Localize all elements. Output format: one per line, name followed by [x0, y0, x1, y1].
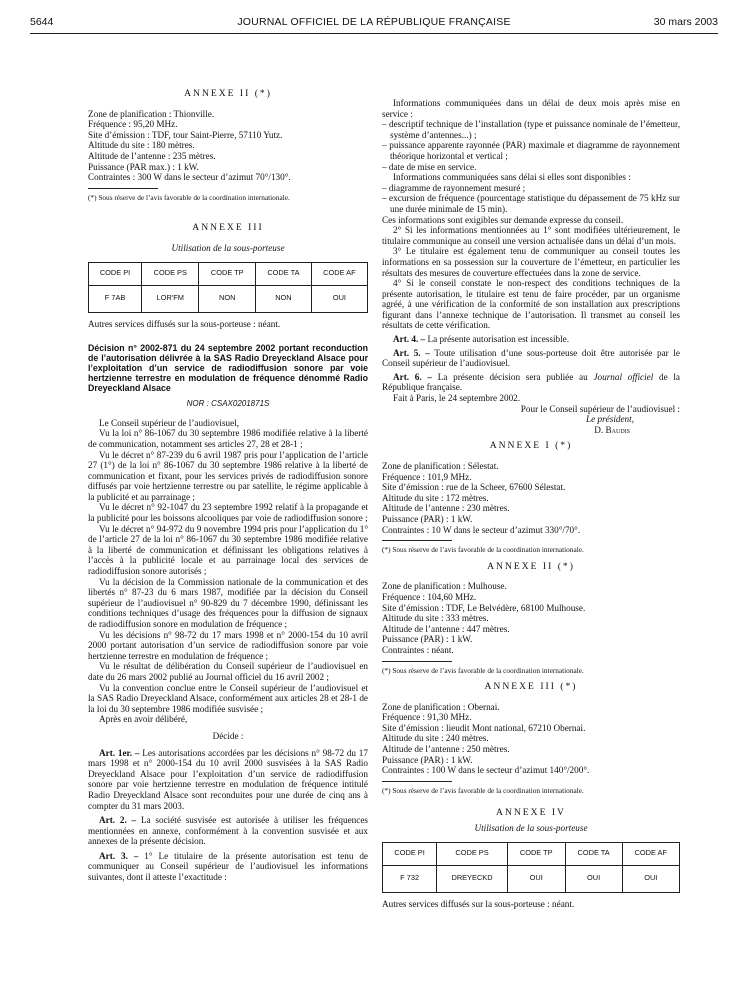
paragraph: Vu la décision de la Commission nationale de la communication et des libertés n° 87-23 du 6 mars 1987, modifiée par la décision du Conseil supérieur de l’audiovisuel n° 90-829 du 7 décembre 1990, définissant les conditions techniques d’usage des fréquences pour la diffusion de signaux de radiodiffusion sonore en modulation de fréquence ; [88, 576, 368, 629]
signature-line: Pour le Conseil supérieur de l’audiovisuel : [520, 403, 680, 414]
table-cell: F 732 [383, 865, 437, 892]
article-2 [88, 815, 368, 847]
nor-reference: NOR : CSAX0201871S [186, 399, 270, 409]
left-column [88, 89, 368, 883]
table-row [89, 285, 368, 312]
annex-details [382, 581, 680, 655]
article-5 [382, 348, 680, 369]
table-header-cell: CODE PS [437, 842, 508, 865]
paragraph: Vu le résultat de délibération du Conseil supérieur de l’audiovisuel en date du 26 mars 2002 publié au Journal officiel du 16 avril 2002 ; [88, 661, 368, 682]
detail-line: Altitude de l’antenne : 235 mètres. [88, 150, 216, 161]
detail-line: Altitude du site : 240 mètres. [382, 733, 489, 744]
annex-details [88, 109, 368, 183]
subcarrier-table [88, 262, 368, 313]
table-header-cell: CODE TP [507, 842, 565, 865]
detail-line: Contraintes : 300 W dans le secteur d’azimut 70°/130°. [88, 172, 291, 183]
table-header-cell: CODE PS [142, 262, 199, 285]
annex-title: ANNEXE III [192, 222, 264, 234]
article-text: La présente décision sera publiée au [437, 371, 594, 382]
paragraph: Informations communiquées dans un délai de deux mois après mise en service : [382, 98, 680, 119]
article-3 [88, 851, 368, 883]
paragraph: Vu le décret n° 92-1047 du 23 septembre 1992 relatif à la propagande et la publicité pour les boissons alcooliques par voie de radiodiffusion sonore ; [88, 502, 368, 524]
detail-line: Altitude de l’antenne : 447 mètres. [382, 623, 510, 634]
subcarrier-note: Autres services diffusés sur la sous-porteuse : néant. [382, 898, 575, 909]
detail-line: Zone de planification : Thionville. [88, 108, 215, 119]
journal-name: Journal officiel [593, 371, 654, 382]
table-header-cell: CODE TA [565, 842, 622, 865]
annex-title: ANNEXE III (*) [484, 681, 578, 693]
article-label: Art. 5. – [393, 347, 430, 358]
subcarrier-note: Autres services diffusés sur la sous-porteuse : néant. [88, 318, 281, 329]
decision-title: Décision n° 2002-871 du 24 septembre 2002 portant reconduction de l’autorisation délivrée à la SAS Radio Dreyeckland Alsace pour l’exploitation d’un service de radiodiffusion sonore par voie hertzienne terrestre en modulation de fréquence dénommé Radio Dreyeckland Alsace [88, 343, 368, 394]
article-label: Art. 1er. – [99, 747, 140, 758]
table-header-cell: CODE PI [383, 842, 437, 865]
table-header-cell: CODE AF [311, 262, 367, 285]
detail-line: Fréquence : 101,9 MHz. [382, 471, 472, 482]
table-header-cell: CODE TP [199, 262, 256, 285]
article-label: Art. 4. – [393, 334, 426, 345]
detail-line: Puissance (PAR) : 1 kW. [382, 634, 473, 645]
decide-heading: Décide : [212, 730, 244, 741]
table-header-row [383, 842, 680, 865]
table-cell: OUI [622, 865, 679, 892]
signature-title: Le président, [586, 414, 634, 425]
paragraph: Le Conseil supérieur de l’audiovisuel, [99, 417, 240, 428]
article-text: La société susvisée est autorisée à utiliser les fréquences mentionnées en annexe, conformément à la convention susvisée et aux annexes de la présente décision. [88, 815, 369, 847]
annex-title: ANNEXE II (*) [487, 560, 575, 572]
table-row [383, 865, 680, 892]
paragraph: Vu le décret n° 87-239 du 6 avril 1987 pris pour l’application de l’article 27 (1°) de la loi n° 86-1067 du 30 septembre 1986 relative à la liberté de communication et fixant, pour les services privés de radiodiffusion sonore diffusés par voie hertzienne terrestre ou par satellite, le régime applicable à la publicité et au parrainage ; [88, 449, 368, 502]
annex-subtitle: Utilisation de la sous-porteuse [171, 242, 285, 253]
detail-line: Fréquence : 91,30 MHz. [382, 712, 472, 723]
signing-place-date: Fait à Paris, le 24 septembre 2002. [393, 393, 521, 404]
header-rule [30, 33, 718, 34]
detail-line: Puissance (PAR) : 1 kW. [382, 754, 473, 765]
detail-line: Altitude de l’antenne : 230 mètres. [382, 503, 510, 514]
detail-line: Puissance (PAR max.) : 1 kW. [88, 161, 199, 172]
detail-line: Fréquence : 95,20 MHz. [88, 119, 178, 130]
table-header-cell: CODE AF [622, 842, 679, 865]
footnote-separator [382, 540, 452, 541]
page-number: 5644 [30, 16, 54, 28]
detail-line: Fréquence : 104,60 MHz. [382, 591, 477, 602]
detail-line: Altitude de l’antenne : 250 mètres. [382, 744, 510, 755]
paragraph: Ces informations sont exigibles sur demande expresse du conseil. [382, 214, 624, 225]
list-item: – descriptif technique de l’installation (type et puissance nominale de l’émetteur, système d’antennes...) ; [382, 119, 680, 140]
detail-line: Site d’émission : lieudit Mont national, 67210 Obernai. [382, 722, 586, 733]
table-cell: F 7AB [89, 285, 142, 312]
table-cell: NON [256, 285, 312, 312]
footnote: (*) Sous réserve de l’avis favorable de la coordination internationale. [88, 192, 290, 202]
paragraph: Vu la convention conclue entre le Conseil supérieur de l’audiovisuel et la SAS Radio Dreyeckland Alsace, conformément aux articles 28 et 28-1 de la loi du 30 septembre 1986 modifiée susvisée ; [88, 682, 368, 714]
footnote-separator [382, 661, 452, 662]
paragraph: Vu les décisions n° 98-72 du 17 mars 1998 et n° 2000-154 du 10 avril 2000 portant autorisation d’un service de radiodiffusion sonore par voie hertzienne terrestre en modulation de fréquence ; [88, 629, 368, 661]
paragraph: Vu le décret n° 94-972 du 9 novembre 1994 pris pour l’application du 1° de l’article 27 de la loi n° 86-1067 du 30 septembre 1986 modifiée relative à la liberté de communication et définissant les obligations relatives à l’accès à la publicité locale et au parrainage local des services de radiodiffusion sonore autorisés ; [88, 523, 368, 577]
detail-line: Contraintes : 10 W dans le secteur d’azimut 330°/70°. [382, 524, 581, 535]
detail-line: Site d’émission : TDF, Le Belvédère, 68100 Mulhouse. [382, 602, 586, 613]
annex-title: ANNEXE I (*) [489, 440, 573, 452]
list-item: – puissance apparente rayonnée (PAR) maximale et diagramme de rayonnement théorique horizontal et vertical ; [382, 140, 680, 161]
detail-line: Altitude du site : 333 mètres. [382, 613, 489, 624]
detail-line: Site d’émission : TDF, tour Saint-Pierre, 57110 Yutz. [88, 129, 283, 140]
article-label: Art. 6. – [393, 371, 432, 382]
table-cell: OUI [565, 865, 622, 892]
article-6 [382, 372, 680, 393]
detail-line: Zone de planification : Sélestat. [382, 461, 499, 471]
table-cell: OUI [507, 865, 565, 892]
footnote-separator [88, 188, 158, 189]
footnote-separator [382, 781, 452, 782]
table-cell: NON [199, 285, 256, 312]
decision-body [88, 418, 368, 883]
detail-line: Altitude du site : 180 mètres. [88, 140, 195, 151]
subcarrier-table [382, 842, 680, 893]
article-text: de la République française. [382, 371, 681, 393]
signatory-name: D. Baudis [594, 424, 630, 435]
annex-details [382, 702, 680, 776]
issue-date: 30 mars 2003 [653, 16, 718, 28]
footnote: (*) Sous réserve de l’avis favorable de la coordination internationale. [382, 665, 584, 675]
paragraph: Vu la loi n° 86-1067 du 30 septembre 1986 modifiée relative à la liberté de communication, notamment ses articles 27, 28 et 28-1 ; [88, 428, 368, 449]
detail-line: Contraintes : néant. [382, 644, 454, 655]
table-cell: LOR'FM [142, 285, 199, 312]
table-header-row [89, 262, 368, 285]
list-item: – excursion de fréquence (pourcentage statistique du dépassement de 75 kHz sur une durée minimale de 15 min). [382, 193, 680, 214]
article-4 [382, 334, 680, 345]
signature-block [382, 404, 680, 436]
paragraph: 2° Si les informations mentionnées au 1° sont modifiées ultérieurement, le titulaire communique au conseil une version actualisée dans un délai d’un mois. [382, 225, 680, 246]
detail-line: Zone de planification : Obernai. [382, 701, 500, 712]
detail-line: Altitude du site : 172 mètres. [382, 492, 489, 503]
paragraph: 4° Si le conseil constate le non-respect des conditions techniques de la présente autorisation, le titulaire est tenu de faire procéder, par un organisme agréé, à une vérification de la conformité de son installation aux prescriptions figurant dans l’annexe technique de l’autorisation. Il transmet au conseil les résultats de cette vérification. [382, 278, 680, 331]
annex-details [382, 461, 680, 535]
paragraph: Informations communiquées sans délai si elles sont disponibles : [393, 172, 631, 183]
detail-line: Puissance (PAR) : 1 kW. [382, 513, 473, 524]
paragraph: 3° Le titulaire est également tenu de communiquer au conseil toutes les informations en sa possession sur la couverture de l’émetteur, en particulier les résultats des mesures de couverture effectuées dans la zone de service. [382, 246, 680, 278]
footnote: (*) Sous réserve de l’avis favorable de la coordination internationale. [382, 545, 584, 555]
page-header [30, 16, 718, 32]
article-text: Toute utilisation d’une sous-porteuse doit être autorisée par le Conseil supérieur de l’audiovisuel. [382, 347, 681, 369]
detail-line: Zone de planification : Mulhouse. [382, 581, 507, 592]
annex-title: ANNEXE IV [496, 807, 566, 819]
annex-title: ANNEXE II (*) [184, 88, 272, 99]
article-text: La présente autorisation est incessible. [427, 334, 570, 345]
article-text: Les autorisations accordées par les décisions n° 98-72 du 17 mars 1998 et n° 2000-154 du 10 avril 2000 susvisées à la SAS Radio Dreyeckland Alsace pour l’exploitation d’un service de radiodiffusion sonore par voie hertzienne terrestre en modulation de fréquence intitulé Radio Dreyeckland Alsace sont reconduites pour une durée de cinq ans à compter du 31 mars 2003. [88, 747, 368, 811]
article-1 [88, 748, 368, 812]
detail-line: Contraintes : 100 W dans le secteur d’azimut 140°/200°. [382, 765, 590, 776]
table-cell: DREYECKD [437, 865, 508, 892]
paragraph: Après en avoir délibéré, [99, 714, 188, 725]
table-header-cell: CODE PI [89, 262, 142, 285]
annex-subtitle: Utilisation de la sous-porteuse [474, 823, 588, 834]
article-label: Art. 3. – [99, 850, 139, 861]
detail-line: Site d’émission : rue de la Scheer, 67600 Sélestat. [382, 482, 566, 493]
footnote: (*) Sous réserve de l’avis favorable de la coordination internationale. [382, 785, 584, 795]
article-3-continued [382, 98, 680, 404]
journal-title: JOURNAL OFFICIEL DE LA RÉPUBLIQUE FRANÇAISE [237, 16, 511, 28]
right-column [382, 98, 680, 909]
article-label: Art. 2. – [99, 815, 137, 826]
list-item: – date de mise en service. [382, 161, 477, 172]
table-header-cell: CODE TA [256, 262, 312, 285]
list-item: – diagramme de rayonnement mesuré ; [382, 182, 526, 193]
article-text: 1° Le titulaire de la présente autorisation est tenu de communiquer au Conseil supérieur de l’audiovisuel les informations suivantes, dont il atteste l’exactitude : [88, 850, 368, 883]
table-cell: OUI [311, 285, 367, 312]
